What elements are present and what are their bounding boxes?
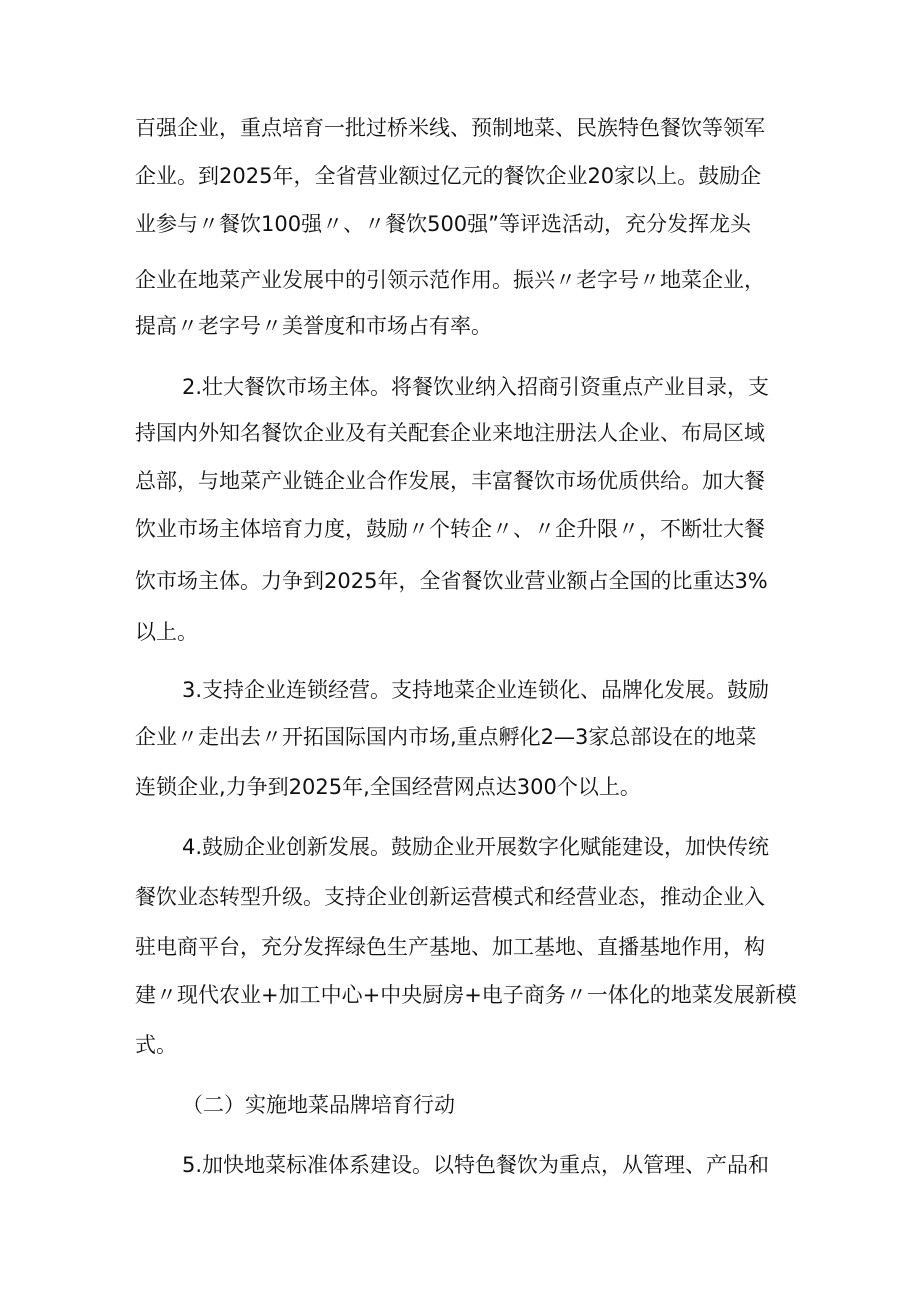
text-line: 百强企业，重点培育一批过桥米线、预制地菜、民族特色餐饮等领军: [135, 116, 765, 140]
text-line: 2.壮大餐饮市场主体。将餐饮业纳入招商引资重点产业目录，支: [182, 375, 770, 399]
text-line: 以上。: [135, 620, 198, 644]
text-line: 饮市场主体。力争到2025年，全省餐饮业营业额占全国的比重达3%: [135, 569, 768, 593]
text-line: 企业在地菜产业发展中的引领示范作用。振兴〃老字号〃地菜企业，: [135, 268, 765, 292]
text-line: 提高〃老字号〃美誉度和市场占有率。: [135, 314, 492, 338]
text-line: 企业。到2025年，全省营业额过亿元的餐饮企业20家以上。鼓励企: [135, 164, 762, 188]
text-line: 3.支持企业连锁经营。支持地菜企业连锁化、品牌化发展。鼓励: [182, 678, 770, 702]
text-line: 5.加快地菜标准体系建设。以特色餐饮为重点，从管理、产品和: [182, 1153, 770, 1177]
section-heading: （二）实施地菜品牌培育行动: [182, 1093, 455, 1117]
text-line: 4.鼓励企业创新发展。鼓励企业开展数字化赋能建设，加快传统: [182, 835, 770, 859]
text-line: 建〃现代农业+加工中心+中央厨房+电子商务〃一体化的地菜发展新模: [135, 983, 797, 1007]
text-line: 业参与〃餐饮100强〃、〃餐饮500强”等评选活动，充分发挥龙头: [135, 212, 752, 236]
text-line: 总部，与地菜产业链企业合作发展，丰富餐饮市场优质供给。加大餐: [135, 469, 765, 493]
text-line: 式。: [135, 1033, 177, 1057]
text-line: 驻电商平台，充分发挥绿色生产基地、加工基地、直播基地作用，构: [135, 935, 765, 959]
text-line: 连锁企业,力争到2025年,全国经营网点达300个以上。: [135, 775, 641, 799]
text-line: 餐饮业态转型升级。支持企业创新运营模式和经营业态，推动企业入: [135, 885, 765, 909]
text-line: 饮业市场主体培育力度，鼓励〃个转企〃、〃企升限〃，不断壮大餐: [135, 517, 765, 541]
text-line: 持国内外知名餐饮企业及有关配套企业来地注册法人企业、布局区域: [135, 421, 765, 445]
text-line: 企业〃走出去〃开拓国际国内市场,重点孵化2—3家总部设在的地菜: [135, 725, 757, 749]
